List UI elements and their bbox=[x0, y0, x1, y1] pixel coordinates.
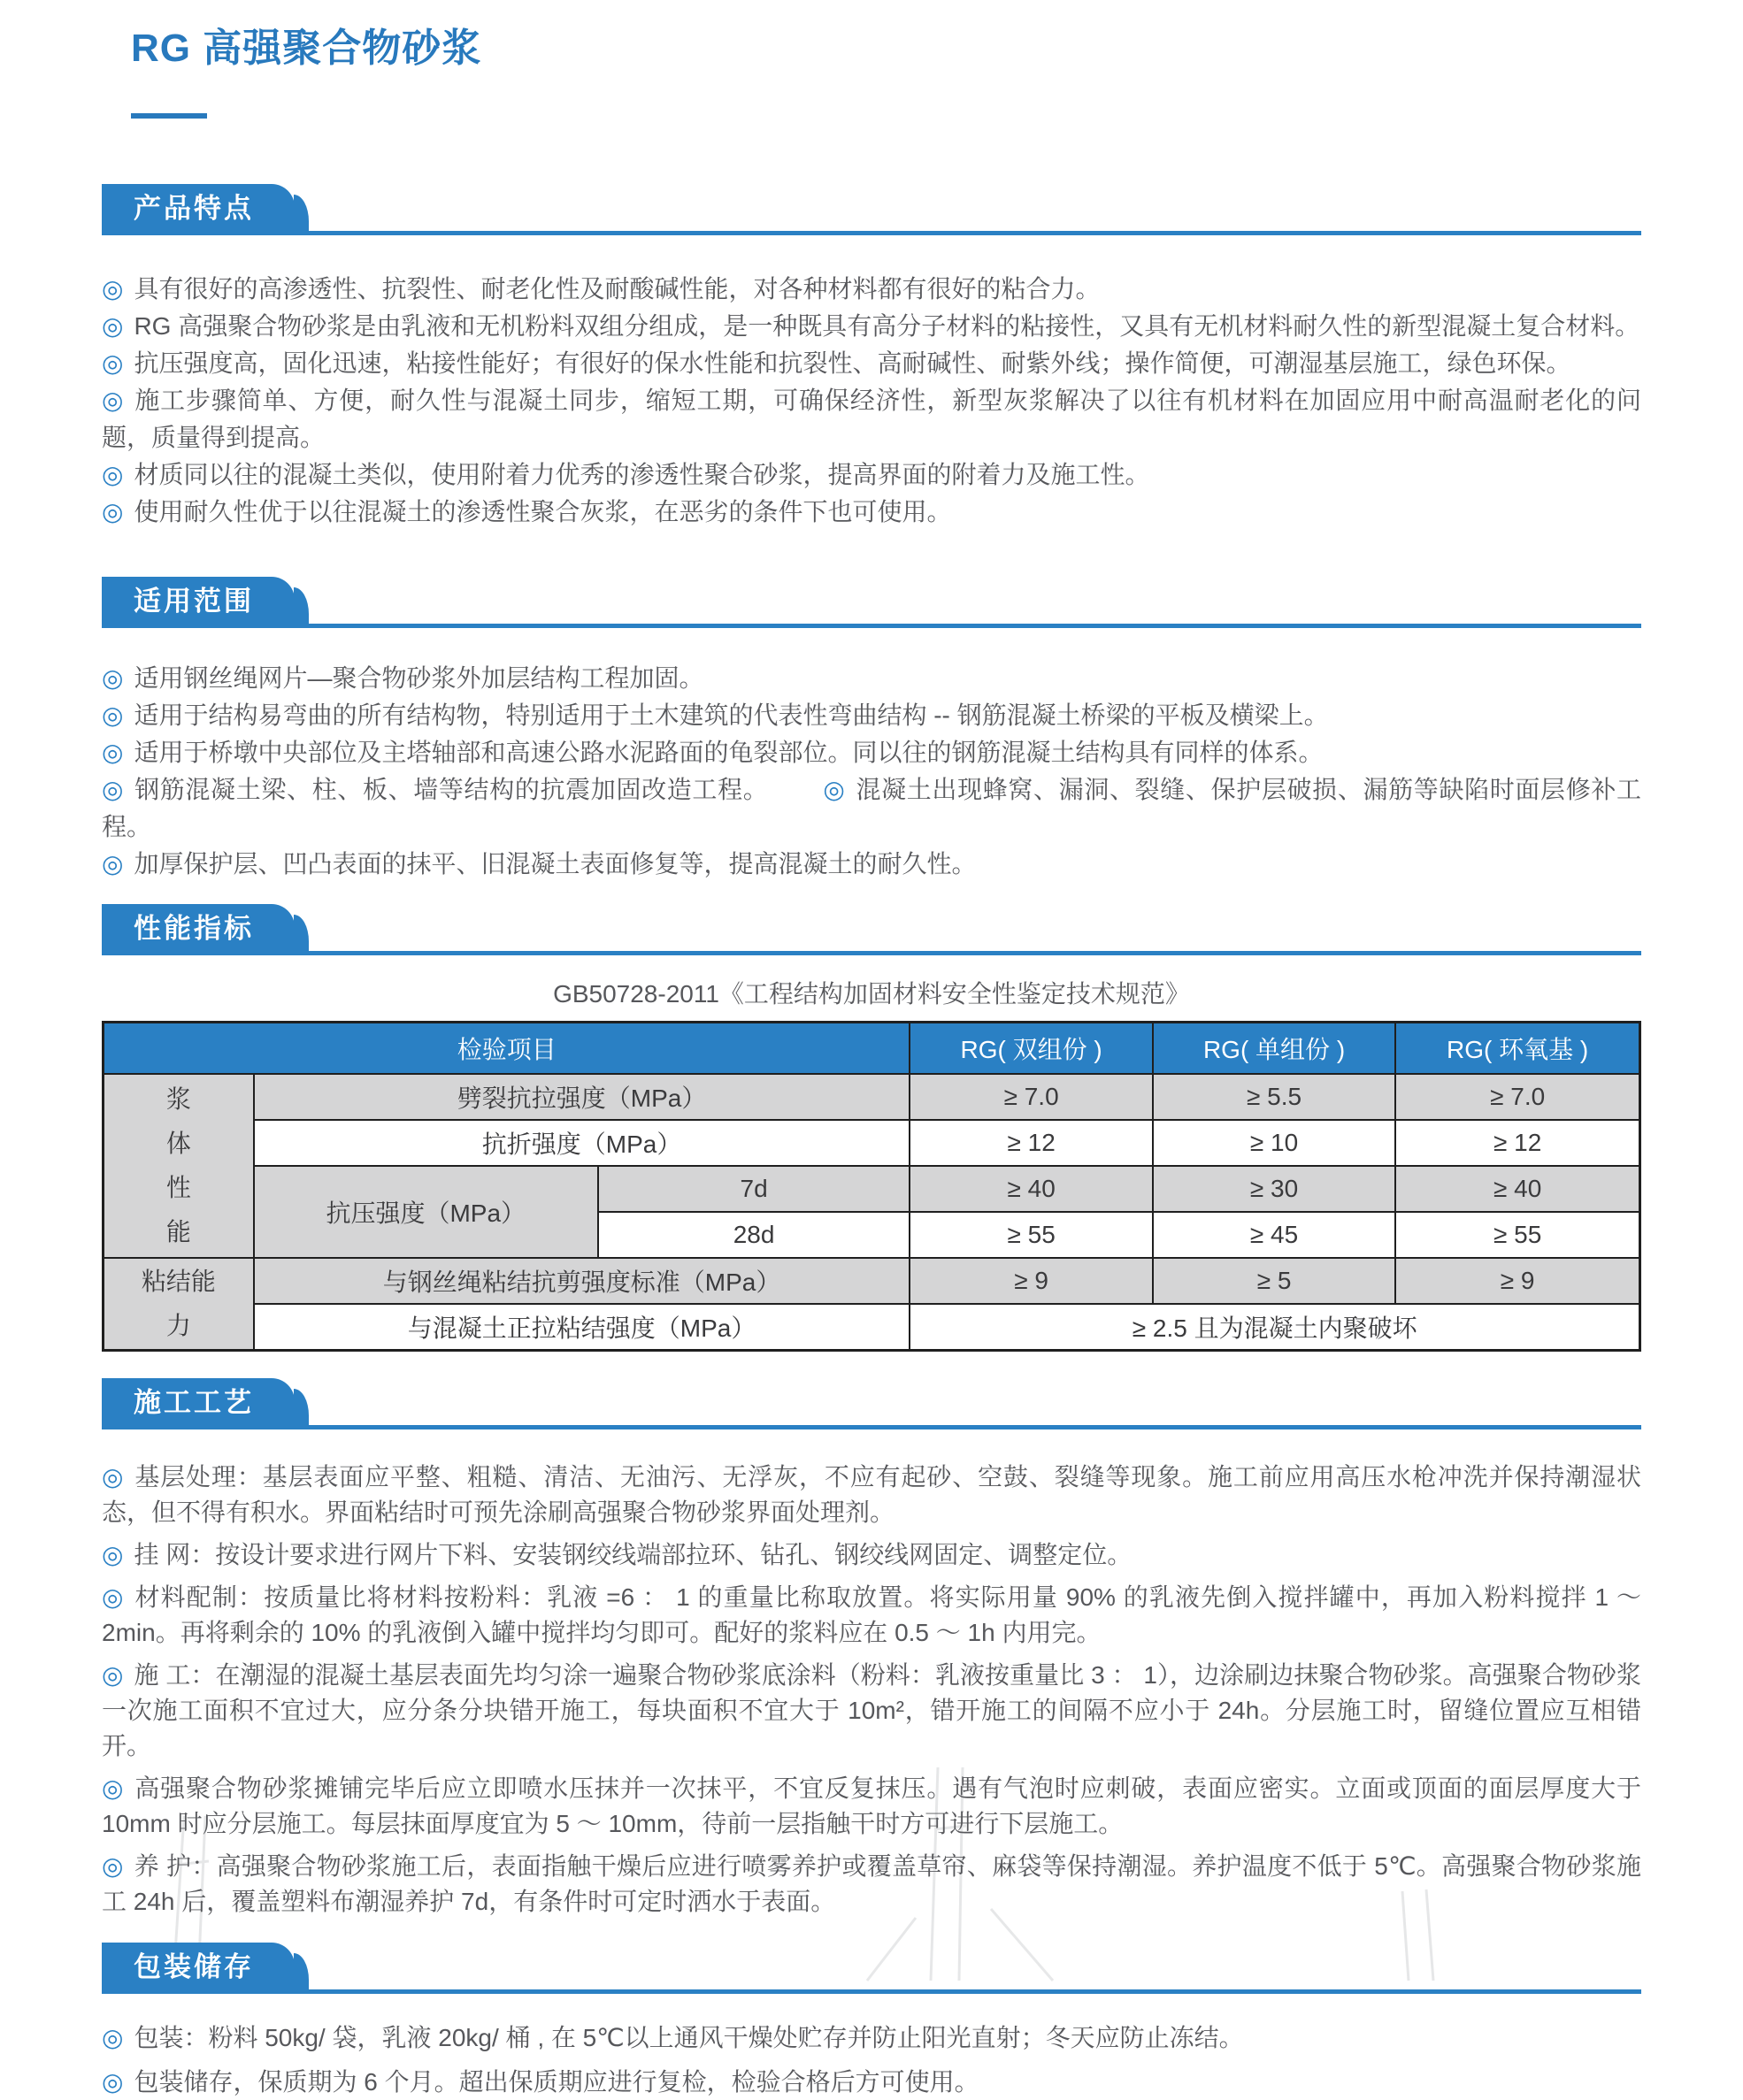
list-item bbox=[102, 271, 1641, 308]
value-cell: ≥ 40 bbox=[1395, 1166, 1639, 1212]
list-item-text: 包装储存，保质期为 6 个月。超出保质期应进行复检，检验合格后方可使用。 bbox=[134, 2068, 979, 2096]
age-cell: 7d bbox=[598, 1166, 910, 1212]
value-cell: ≥ 9 bbox=[910, 1258, 1152, 1304]
bullet-icon: ◎ bbox=[102, 349, 124, 377]
performance-table bbox=[102, 1021, 1641, 1352]
section-rule bbox=[102, 1425, 1641, 1429]
column-header: 检验项目 bbox=[104, 1023, 910, 1075]
table-header-row bbox=[104, 1023, 1640, 1075]
value-cell: ≥ 5.5 bbox=[1153, 1074, 1395, 1120]
page-content bbox=[0, 16, 1743, 2100]
row-group-label: 浆体性能 bbox=[104, 1074, 254, 1258]
list-item bbox=[102, 308, 1641, 345]
section-rule bbox=[102, 1989, 1641, 1994]
list-item-text: 材质同以往的混凝土类似，使用附着力优秀的渗透性聚合砂浆，提高界面的附着力及施工性。 bbox=[134, 461, 1150, 488]
value-cell: ≥ 55 bbox=[1395, 1212, 1639, 1258]
section-packaging-header bbox=[102, 1943, 1641, 1994]
list-item-text: 适用于结构易弯曲的所有结构物，特别适用于土木建筑的代表性弯曲结构 -- 钢筋混凝土桥梁的平板及横梁上。 bbox=[134, 701, 1329, 729]
section-rule bbox=[102, 951, 1641, 955]
value-cell: ≥ 7.0 bbox=[1395, 1074, 1639, 1120]
list-item-text: 适用于桥墩中央部位及主塔轴部和高速公路水泥路面的龟裂部位。同以往的钢筋混凝土结构具有同样的体系。 bbox=[134, 739, 1324, 766]
bullet-icon: ◎ bbox=[102, 701, 124, 729]
list-item-text: 混凝土出现蜂窝、漏洞、裂缝、保护层破损、漏筋等缺陷时面层修补工程。 bbox=[102, 776, 1641, 840]
value-cell: ≥ 45 bbox=[1153, 1212, 1395, 1258]
bullet-icon: ◎ bbox=[102, 2024, 124, 2051]
bullet-icon: ◎ bbox=[102, 664, 124, 692]
list-item-text: 基层处理：基层表面应平整、粗糙、清洁、无油污、无浮灰，不应有起砂、空鼓、裂缝等现象。施工前应用高压水枪冲洗并保持潮湿状态，但不得有积水。界面粘结时可预先涂刷高强聚合物砂浆界面处理剂。 bbox=[102, 1463, 1641, 1526]
table-row bbox=[104, 1258, 1640, 1304]
test-item-cell: 抗压强度（MPa） bbox=[254, 1166, 598, 1258]
section-process-header bbox=[102, 1378, 1641, 1429]
value-cell: ≥ 10 bbox=[1153, 1120, 1395, 1166]
section-badge-features: 产品特点 bbox=[102, 184, 295, 235]
list-item-text: RG 高强聚合物砂浆是由乳液和无机粉料双组分组成，是一种既具有高分子材料的粘接性，又具有无机材料耐久性的新型混凝土复合材料。 bbox=[134, 312, 1640, 340]
section-badge-packaging: 包装储存 bbox=[102, 1943, 295, 1994]
list-item-text: 适用钢丝绳网片—聚合物砂浆外加层结构工程加固。 bbox=[134, 664, 704, 692]
list-item bbox=[102, 1580, 1641, 1651]
list-item bbox=[102, 2020, 1641, 2056]
column-header: RG( 环氧基 ) bbox=[1395, 1023, 1639, 1075]
bullet-icon: ◎ bbox=[102, 275, 124, 303]
section-features-header bbox=[102, 184, 1641, 235]
process-list bbox=[102, 1460, 1641, 1920]
list-item bbox=[102, 456, 1641, 494]
section-rule bbox=[102, 624, 1641, 628]
table-row bbox=[104, 1304, 1640, 1351]
list-item bbox=[102, 2065, 1641, 2100]
table-row bbox=[104, 1166, 1640, 1212]
test-item-cell: 劈裂抗拉强度（MPa） bbox=[254, 1074, 910, 1120]
list-item bbox=[102, 382, 1641, 456]
section-scope-header bbox=[102, 577, 1641, 628]
bullet-icon: ◎ bbox=[102, 1774, 125, 1802]
list-item-text: 挂 网：按设计要求进行网片下料、安装钢绞线端部拉环、钻孔、钢绞线网固定、调整定位。 bbox=[134, 1541, 1133, 1568]
section-badge-process: 施工工艺 bbox=[102, 1378, 295, 1429]
bullet-icon: ◎ bbox=[102, 387, 125, 414]
bullet-icon: ◎ bbox=[102, 2068, 124, 2096]
list-item-text: 施工步骤简单、方便，耐久性与混凝土同步，缩短工期，可确保经济性，新型灰浆解决了以往有机材料在加固应用中耐高温耐老化的问题，质量得到提高。 bbox=[102, 387, 1641, 451]
value-cell: ≥ 7.0 bbox=[910, 1074, 1152, 1120]
list-item bbox=[102, 1460, 1641, 1530]
list-item-text: 材料配制：按质量比将材料按粉料：乳液 =6 ： 1 的重量比称取放置。将实际用量 90% 的乳液先倒入搅拌罐中，再加入粉料搅拌 1 ～ 2min。再将剩余的 10% 的乳液倒入罐中搅拌均匀即可。配好的浆料应在 0.5 ～ 1h 内用完。 bbox=[102, 1583, 1641, 1646]
list-item bbox=[102, 734, 1641, 771]
test-item-cell: 与钢丝绳粘结抗剪强度标准（MPa） bbox=[254, 1258, 910, 1304]
title-underline bbox=[131, 113, 207, 119]
bullet-icon: ◎ bbox=[102, 739, 124, 766]
table-row bbox=[104, 1074, 1640, 1120]
column-header: RG( 双组份 ) bbox=[910, 1023, 1152, 1075]
merged-value-cell: ≥ 2.5 且为混凝土内聚破坏 bbox=[910, 1304, 1639, 1351]
packaging-list bbox=[102, 2020, 1641, 2100]
bullet-icon: ◎ bbox=[102, 776, 125, 803]
bullet-icon: ◎ bbox=[102, 1661, 124, 1689]
value-cell: ≥ 40 bbox=[910, 1166, 1152, 1212]
value-cell: ≥ 5 bbox=[1153, 1258, 1395, 1304]
bullet-icon: ◎ bbox=[102, 1852, 124, 1880]
list-item bbox=[102, 660, 1641, 697]
bullet-icon: ◎ bbox=[102, 461, 124, 488]
list-item bbox=[102, 345, 1641, 382]
test-item-cell: 与混凝土正拉粘结强度（MPa） bbox=[254, 1304, 910, 1351]
value-cell: ≥ 12 bbox=[1395, 1120, 1639, 1166]
list-item-text: 具有很好的高渗透性、抗裂性、耐老化性及耐酸碱性能，对各种材料都有很好的粘合力。 bbox=[134, 275, 1101, 303]
bullet-icon: ◎ bbox=[102, 850, 124, 878]
features-list bbox=[102, 271, 1641, 531]
column-header: RG( 单组份 ) bbox=[1153, 1023, 1395, 1075]
value-cell: ≥ 30 bbox=[1153, 1166, 1395, 1212]
document-page bbox=[0, 16, 1743, 2096]
value-cell: ≥ 12 bbox=[910, 1120, 1152, 1166]
list-item bbox=[102, 1849, 1641, 1920]
value-cell: ≥ 55 bbox=[910, 1212, 1152, 1258]
section-rule bbox=[102, 231, 1641, 235]
list-item bbox=[102, 1537, 1641, 1573]
list-item bbox=[102, 1771, 1641, 1842]
list-item bbox=[102, 846, 1641, 883]
table-caption: GB50728-2011《工程结构加固材料安全性鉴定技术规范》 bbox=[553, 980, 1190, 1008]
section-badge-performance: 性能指标 bbox=[102, 904, 295, 955]
list-item bbox=[102, 1658, 1641, 1764]
value-cell: ≥ 9 bbox=[1395, 1258, 1639, 1304]
bullet-icon: ◎ bbox=[102, 1463, 125, 1491]
list-item-text: 养 护：高强聚合物砂浆施工后，表面指触干燥后应进行喷雾养护或覆盖草帘、麻袋等保持潮湿。养护温度不低于 5℃。高强聚合物砂浆施工 24h 后，覆盖塑料布潮湿养护 7d，有条件时可定时洒水于表面。 bbox=[102, 1852, 1641, 1915]
list-item-text: 抗压强度高，固化迅速，粘接性能好；有很好的保水性能和抗裂性、高耐碱性、耐紫外线；操作简便，可潮湿基层施工，绿色环保。 bbox=[134, 349, 1571, 377]
scope-list bbox=[102, 660, 1641, 883]
list-item bbox=[102, 697, 1641, 734]
list-item bbox=[102, 494, 1641, 531]
age-cell: 28d bbox=[598, 1212, 910, 1258]
list-item-pair bbox=[102, 771, 1641, 846]
row-group-label: 粘结能力 bbox=[104, 1258, 254, 1351]
list-item-text: 高强聚合物砂浆摊铺完毕后应立即喷水压抹并一次抹平，不宜反复抹压。遇有气泡时应刺破，表面应密实。立面或顶面的面层厚度大于 10mm 时应分层施工。每层抹面厚度宜为 5 ～ 10mm，待前一层指触干时方可进行下层施工。 bbox=[102, 1774, 1641, 1837]
list-item-text: 施 工：在潮湿的混凝土基层表面先均匀涂一遍聚合物砂浆底涂料（粉料：乳液按重量比 3 ： 1），边涂刷边抹聚合物砂浆。高强聚合物砂浆一次施工面积不宜过大，应分条分块错开施工，每块面积不宜大于 10m²，错开施工的间隔不应小于 24h。分层施工时，留缝位置应互相错开。 bbox=[102, 1661, 1641, 1759]
page-title: RG 高强聚合物砂浆 bbox=[131, 27, 482, 70]
bullet-icon: ◎ bbox=[102, 312, 124, 340]
list-item-text: 加厚保护层、凹凸表面的抹平、旧混凝土表面修复等，提高混凝土的耐久性。 bbox=[134, 850, 977, 878]
bullet-icon: ◎ bbox=[102, 1583, 125, 1611]
test-item-cell: 抗折强度（MPa） bbox=[254, 1120, 910, 1166]
section-performance-header bbox=[102, 904, 1641, 955]
list-item-text: 使用耐久性优于以往混凝土的渗透性聚合灰浆，在恶劣的条件下也可使用。 bbox=[134, 498, 952, 525]
table-row bbox=[104, 1120, 1640, 1166]
list-item-text: 包装：粉料 50kg/ 袋，乳液 20kg/ 桶 , 在 5℃以上通风干燥处贮存并防止阳光直射；冬天应防止冻结。 bbox=[134, 2024, 1244, 2051]
list-item-text: 钢筋混凝土梁、柱、板、墙等结构的抗震加固改造工程。 bbox=[134, 776, 769, 803]
bullet-icon: ◎ bbox=[102, 1541, 124, 1568]
bullet-icon: ◎ bbox=[823, 776, 846, 803]
bullet-icon: ◎ bbox=[102, 498, 124, 525]
section-badge-scope: 适用范围 bbox=[102, 577, 295, 628]
